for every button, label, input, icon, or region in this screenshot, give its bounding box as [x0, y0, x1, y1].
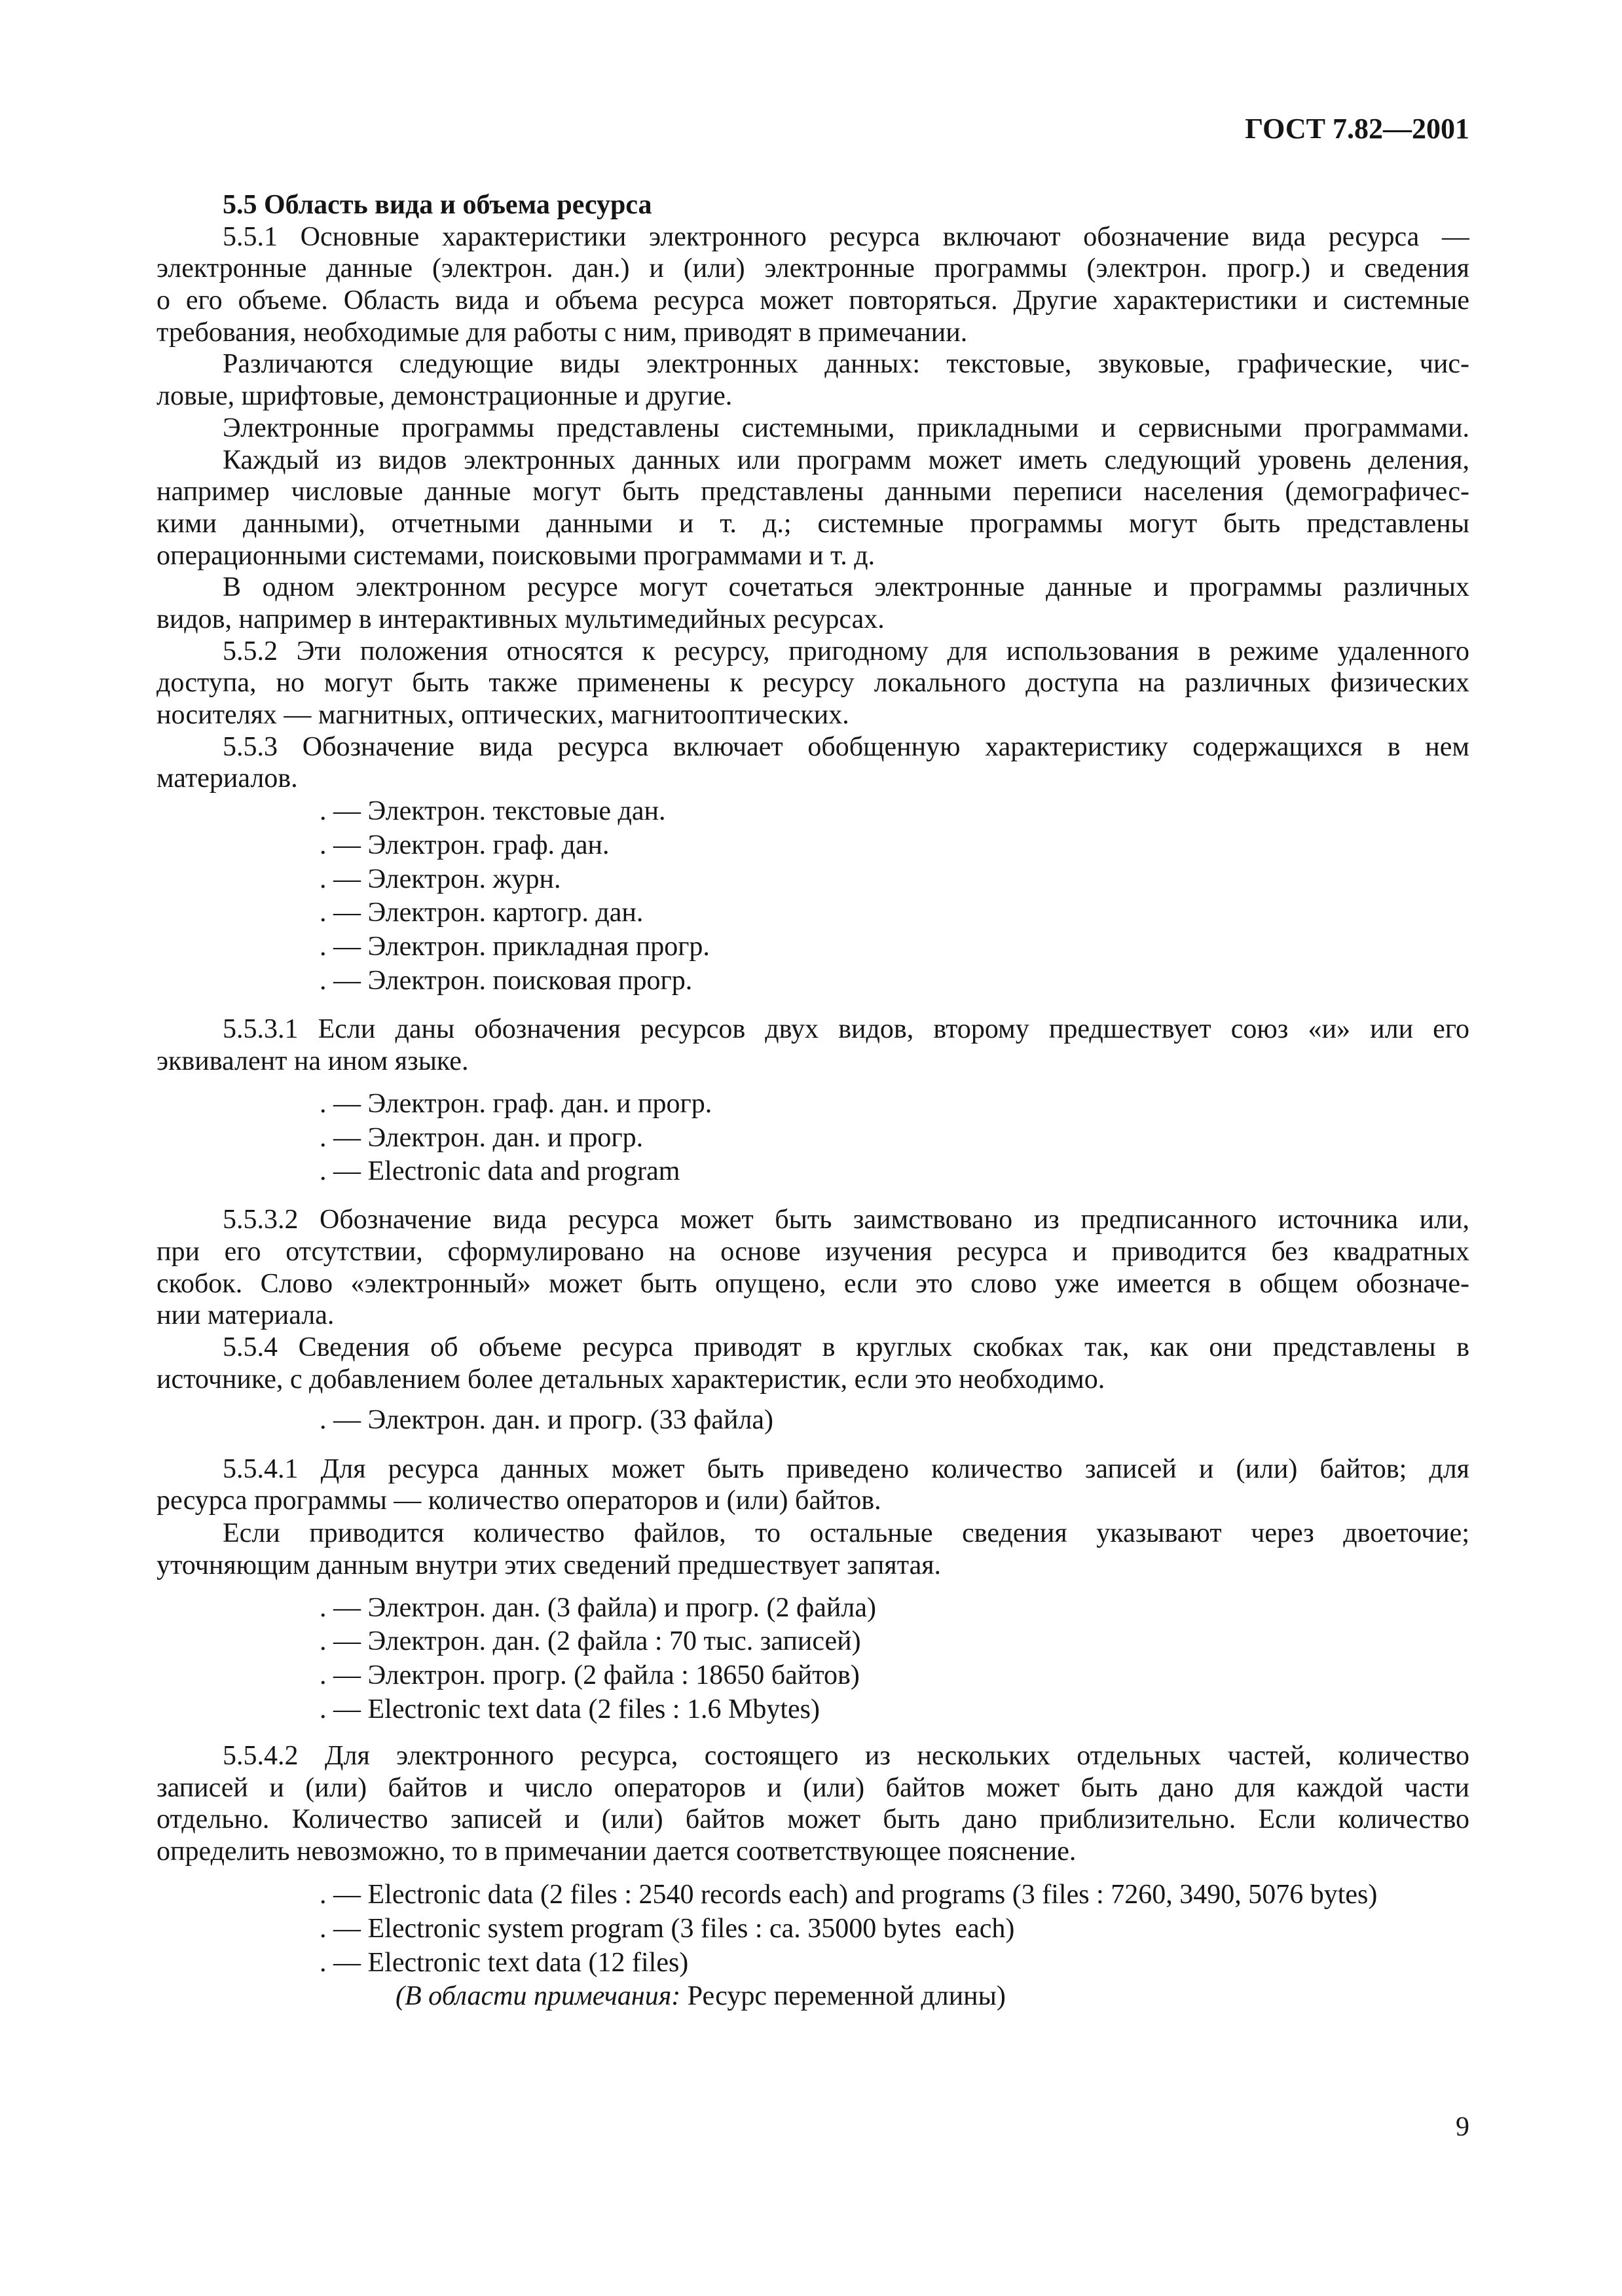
paragraph-line: материалов.: [157, 763, 298, 794]
paragraph-5-5-2: [157, 636, 1469, 731]
paragraph-levels: [157, 445, 1469, 572]
example-line: . — Электрон. картогр. дан.: [320, 898, 644, 928]
paragraph-5-5-3-1: [157, 1013, 1469, 1077]
paragraph-line: о его объеме. Область вида и объема ресурса может повторяться. Другие характеристики и системные: [157, 285, 1469, 316]
paragraph-line: Каждый из видов электронных данных или программ может иметь следующий уровень деления,: [223, 445, 1469, 475]
examples-5-5-4: [157, 1404, 1469, 1438]
paragraph-line: записей и (или) байтов и число операторов и (или) байтов может быть дано для каждой части: [157, 1772, 1469, 1803]
paragraph-line: например числовые данные могут быть представлены данными переписи населения (демографичес-: [157, 477, 1469, 507]
paragraph-line: определить невозможно, то в примечании дается соответствующее пояснение.: [157, 1836, 1077, 1867]
examples-5-5-4-2: [157, 1878, 1469, 2014]
paragraph-5-5-4-2: [157, 1740, 1469, 1868]
paragraph-line: уточняющим данным внутри этих сведений предшествует запятая.: [157, 1550, 942, 1580]
paragraph-line: видов, например в интерактивных мультимедийных ресурсах.: [157, 604, 885, 634]
example-line: . — Электрон. дан. и прогр. (33 файла): [320, 1405, 774, 1436]
paragraph-line: эквивалент на ином языке.: [157, 1046, 469, 1077]
paragraph-line: Различаются следующие виды электронных данных: текстовые, звуковые, графические, чис-: [223, 349, 1469, 380]
example-line: . — Электрон. журн.: [320, 864, 561, 894]
example-line: . — Electronic data (2 files : 2540 records each) and programs (3 files : 7260, 3490, 5076 bytes): [320, 1880, 1378, 1910]
paragraph-line: операционными системами, поисковыми программами и т. д.: [157, 540, 876, 571]
paragraph-line: при его отсутствии, сформулировано на основе изучения ресурса и приводится без квадратных: [157, 1236, 1469, 1267]
paragraph-line: нии материала.: [157, 1300, 335, 1331]
examples-5-5-4-1: [157, 1592, 1469, 1727]
paragraph-data-types: [157, 348, 1469, 412]
example-line: . — Electronic text data (12 files): [320, 1947, 689, 1978]
paragraph-line: Электронные программы представлены системными, прикладными и сервисными программами.: [223, 412, 1469, 443]
paragraph-line: 5.5.3.1 Если даны обозначения ресурсов двух видов, второму предшествует союз «и» или его: [223, 1014, 1469, 1045]
example-line: . — Electronic system program (3 files : ca. 35000 bytes each): [320, 1913, 1015, 1944]
examples-5-5-3-1: [157, 1087, 1469, 1189]
example-line: . — Electronic data and program: [320, 1156, 680, 1187]
note-text: Ресурс переменной длины): [687, 1981, 1006, 2012]
paragraph-line: 5.5.1 Основные характеристики электронного ресурса включают обозначение вида ресурса —: [223, 221, 1469, 252]
paragraph-5-5-4: [157, 1332, 1469, 1395]
paragraph-line: скобок. Слово «электронный» может быть опущено, если это слово уже имеется в общем обозначе-: [157, 1268, 1469, 1299]
example-line: . — Электрон. дан. (2 файла : 70 тыс. записей): [320, 1626, 861, 1657]
paragraph-line: носителях — магнитных, оптических, магнитооптических.: [157, 700, 849, 730]
example-line: . — Электрон. прикладная прогр.: [320, 932, 710, 962]
paragraph-line: 5.5.4.1 Для ресурса данных может быть приведено количество записей и (или) байтов; для: [223, 1453, 1469, 1484]
paragraph-line: доступа, но могут быть также применены к ресурсу локального доступа на различных физических: [157, 668, 1469, 699]
paragraph-line: ресурса программы — количество операторов и (или) байтов.: [157, 1485, 881, 1516]
paragraph-line: электронные данные (электрон. дан.) и (или) электронные программы (электрон. прогр.) и сведения: [157, 253, 1469, 284]
example-line: . — Электрон. дан. (3 файла) и прогр. (2 файла): [320, 1592, 876, 1623]
example-line: . — Электрон. дан. и прогр.: [320, 1122, 644, 1153]
paragraph-line: 5.5.3 Обозначение вида ресурса включает обобщенную характеристику содержащихся в нем: [223, 731, 1469, 762]
paragraph-line: 5.5.3.2 Обозначение вида ресурса может быть заимствовано из предписанного источника или,: [223, 1205, 1469, 1235]
example-line: . — Электрон. граф. дан.: [320, 829, 610, 860]
standard-code-header: ГОСТ 7.82—2001: [1245, 113, 1469, 145]
paragraph-line: источнике, с добавлением более детальных характеристик, если это необходимо.: [157, 1364, 1105, 1394]
paragraph-line: кими данными), отчетными данными и т. д.; системные программы могут быть представлены: [157, 508, 1469, 539]
paragraph-programs: [157, 412, 1469, 445]
paragraph-line: 5.5.2 Эти положения относятся к ресурсу, пригодному для использования в режиме удаленного: [223, 636, 1469, 666]
paragraph-line: ловые, шрифтовые, демонстрационные и другие.: [157, 381, 733, 412]
paragraph-line: требования, необходимые для работы с ним, приводят в примечании.: [157, 317, 968, 348]
example-line: . — Электрон. граф. дан. и прогр.: [320, 1088, 712, 1119]
example-line: . — Электрон. поисковая прогр.: [320, 966, 693, 996]
paragraph-5-5-3: [157, 731, 1469, 795]
paragraph-line: 5.5.4 Сведения об объеме ресурса приводят в круглых скобках так, как они представлены в: [223, 1332, 1469, 1363]
section-heading: 5.5 Область вида и объема ресурса: [223, 190, 652, 220]
note-label: (В области примечания:: [396, 1981, 681, 2012]
examples-5-5-3: [157, 795, 1469, 998]
paragraph-5-5-4-1-files: [157, 1518, 1469, 1581]
paragraph-5-5-4-1: [157, 1453, 1469, 1517]
paragraph-5-5-3-2: [157, 1204, 1469, 1332]
example-note: [157, 1980, 1469, 2014]
example-line: . — Электрон. текстовые дан.: [320, 796, 666, 827]
paragraph-combined: [157, 572, 1469, 635]
example-line: . — Электрон. прогр. (2 файла : 18650 байтов): [320, 1660, 860, 1691]
example-line: . — Electronic text data (2 files : 1.6 Mbytes): [320, 1694, 820, 1724]
paragraph-5-5-1: [157, 221, 1469, 349]
page-content: [157, 189, 1469, 2014]
paragraph-line: В одном электронном ресурсе могут сочетаться электронные данные и программы различных: [223, 572, 1469, 603]
paragraph-line: Если приводится количество файлов, то остальные сведения указывают через двоеточие;: [223, 1518, 1469, 1548]
paragraph-line: 5.5.4.2 Для электронного ресурса, состоящего из нескольких отдельных частей, количество: [223, 1741, 1469, 1772]
paragraph-line: отдельно. Количество записей и (или) байтов может быть дано приблизительно. Если количество: [157, 1804, 1469, 1835]
page-number: 9: [1456, 2112, 1469, 2142]
